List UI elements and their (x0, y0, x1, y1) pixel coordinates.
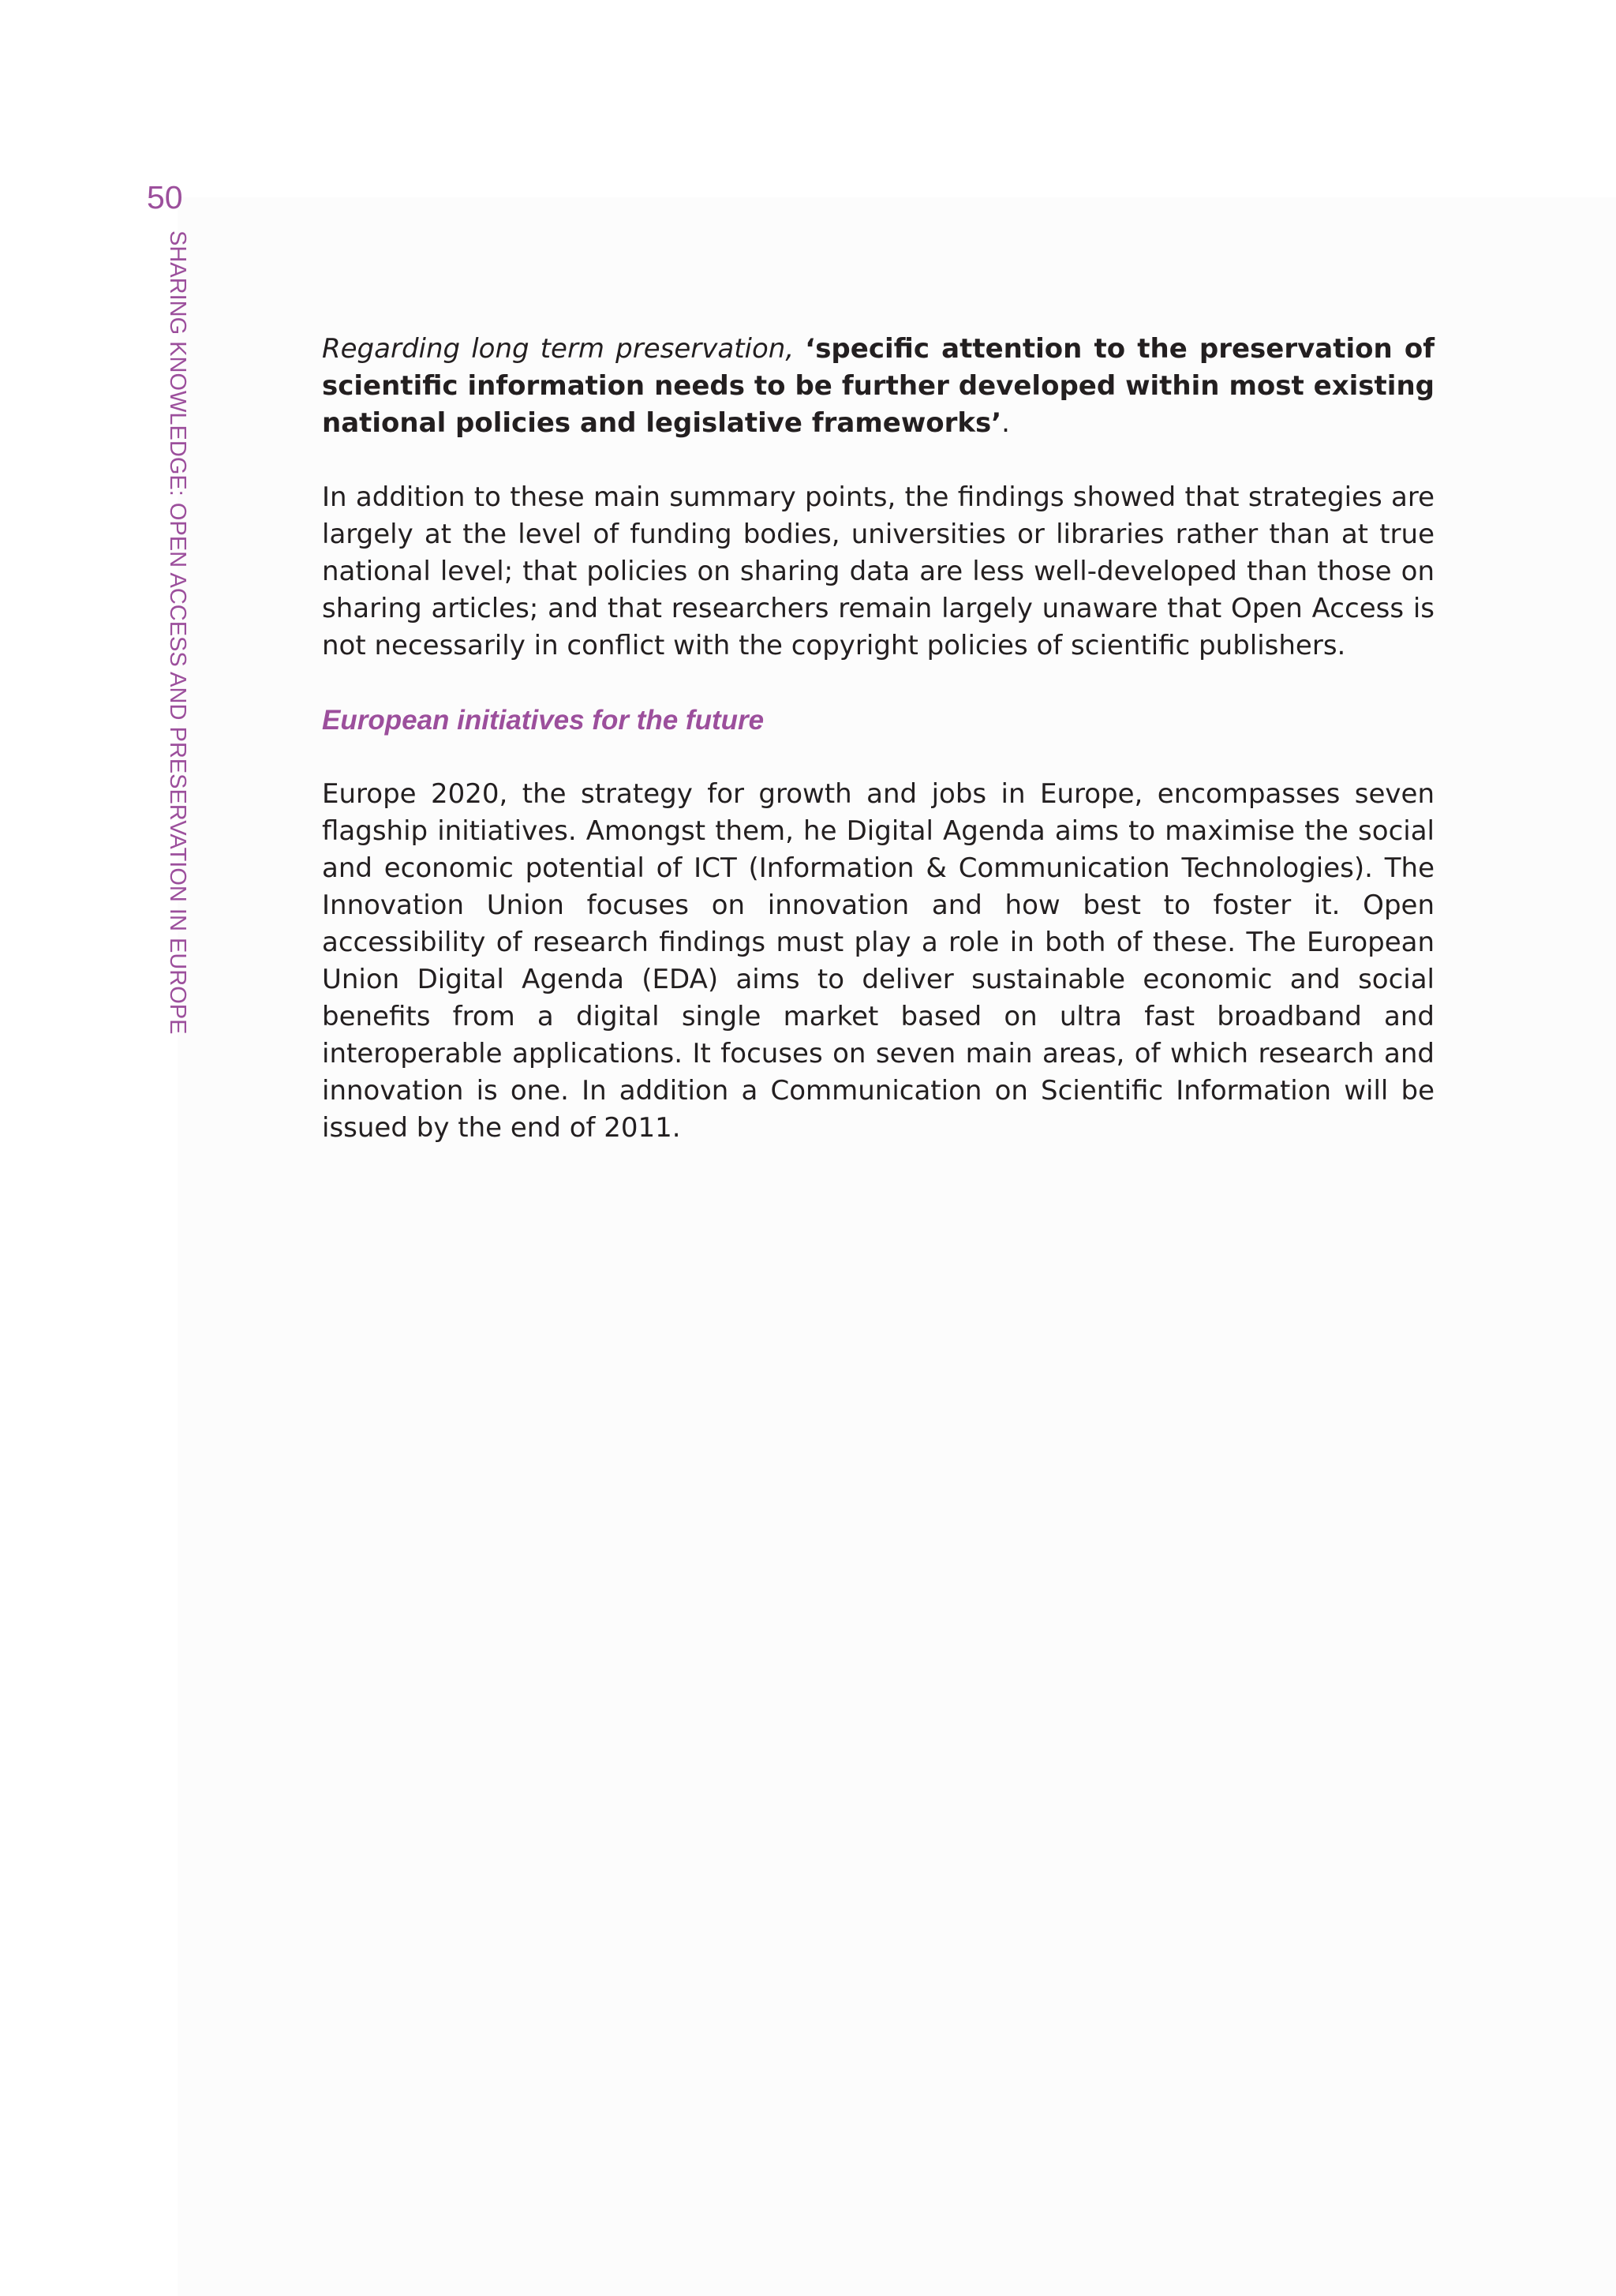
page-number: 50 (147, 179, 183, 215)
section-heading: European initiatives for the future (322, 705, 765, 736)
intro-italic-text: Regarding long term preservation, (322, 333, 795, 365)
preservation-quote: ‘specific attention to the preservation of scientific information needs to be further developed within most existing national policies and legislative frameworks’ (322, 333, 1435, 439)
running-title: SHARING KNOWLEDGE: OPEN ACCESS AND PRESERVATION IN EUROPE (165, 230, 190, 1035)
paragraph-period: . (1001, 407, 1010, 439)
findings-paragraph: In addition to these main summary points, the findings showed that strategies are largely at the level of funding bodies, universities or libraries rather than at true national level; that policies on sharing data are less well-developed than those on sharing articles; and that researchers remain largely unaware that Open Access is not necessarily in conflict with the copyright policies of scientific publishers. (322, 481, 1435, 661)
main-content (322, 331, 1435, 1147)
europe-2020-paragraph: Europe 2020, the strategy for growth and jobs in Europe, encompasses seven flagship initiatives. Amongst them, he Digital Agenda aims to maximise the social and economic potential of ICT (Information & Communication Technologies). The Innovation Union focuses on innovation and how best to foster it. Open accessibility of research findings must play a role in both of these. The European Union Digital Agenda (EDA) aims to deliver sustainable economic and social benefits from a digital single market based on ultra fast broadband and interoperable applications. It focuses on seven main areas, of which research and innovation is one. In addition a Communication on Scientific Information will be issued by the end of 2011. (322, 778, 1435, 1144)
preservation-paragraph (322, 331, 1435, 442)
